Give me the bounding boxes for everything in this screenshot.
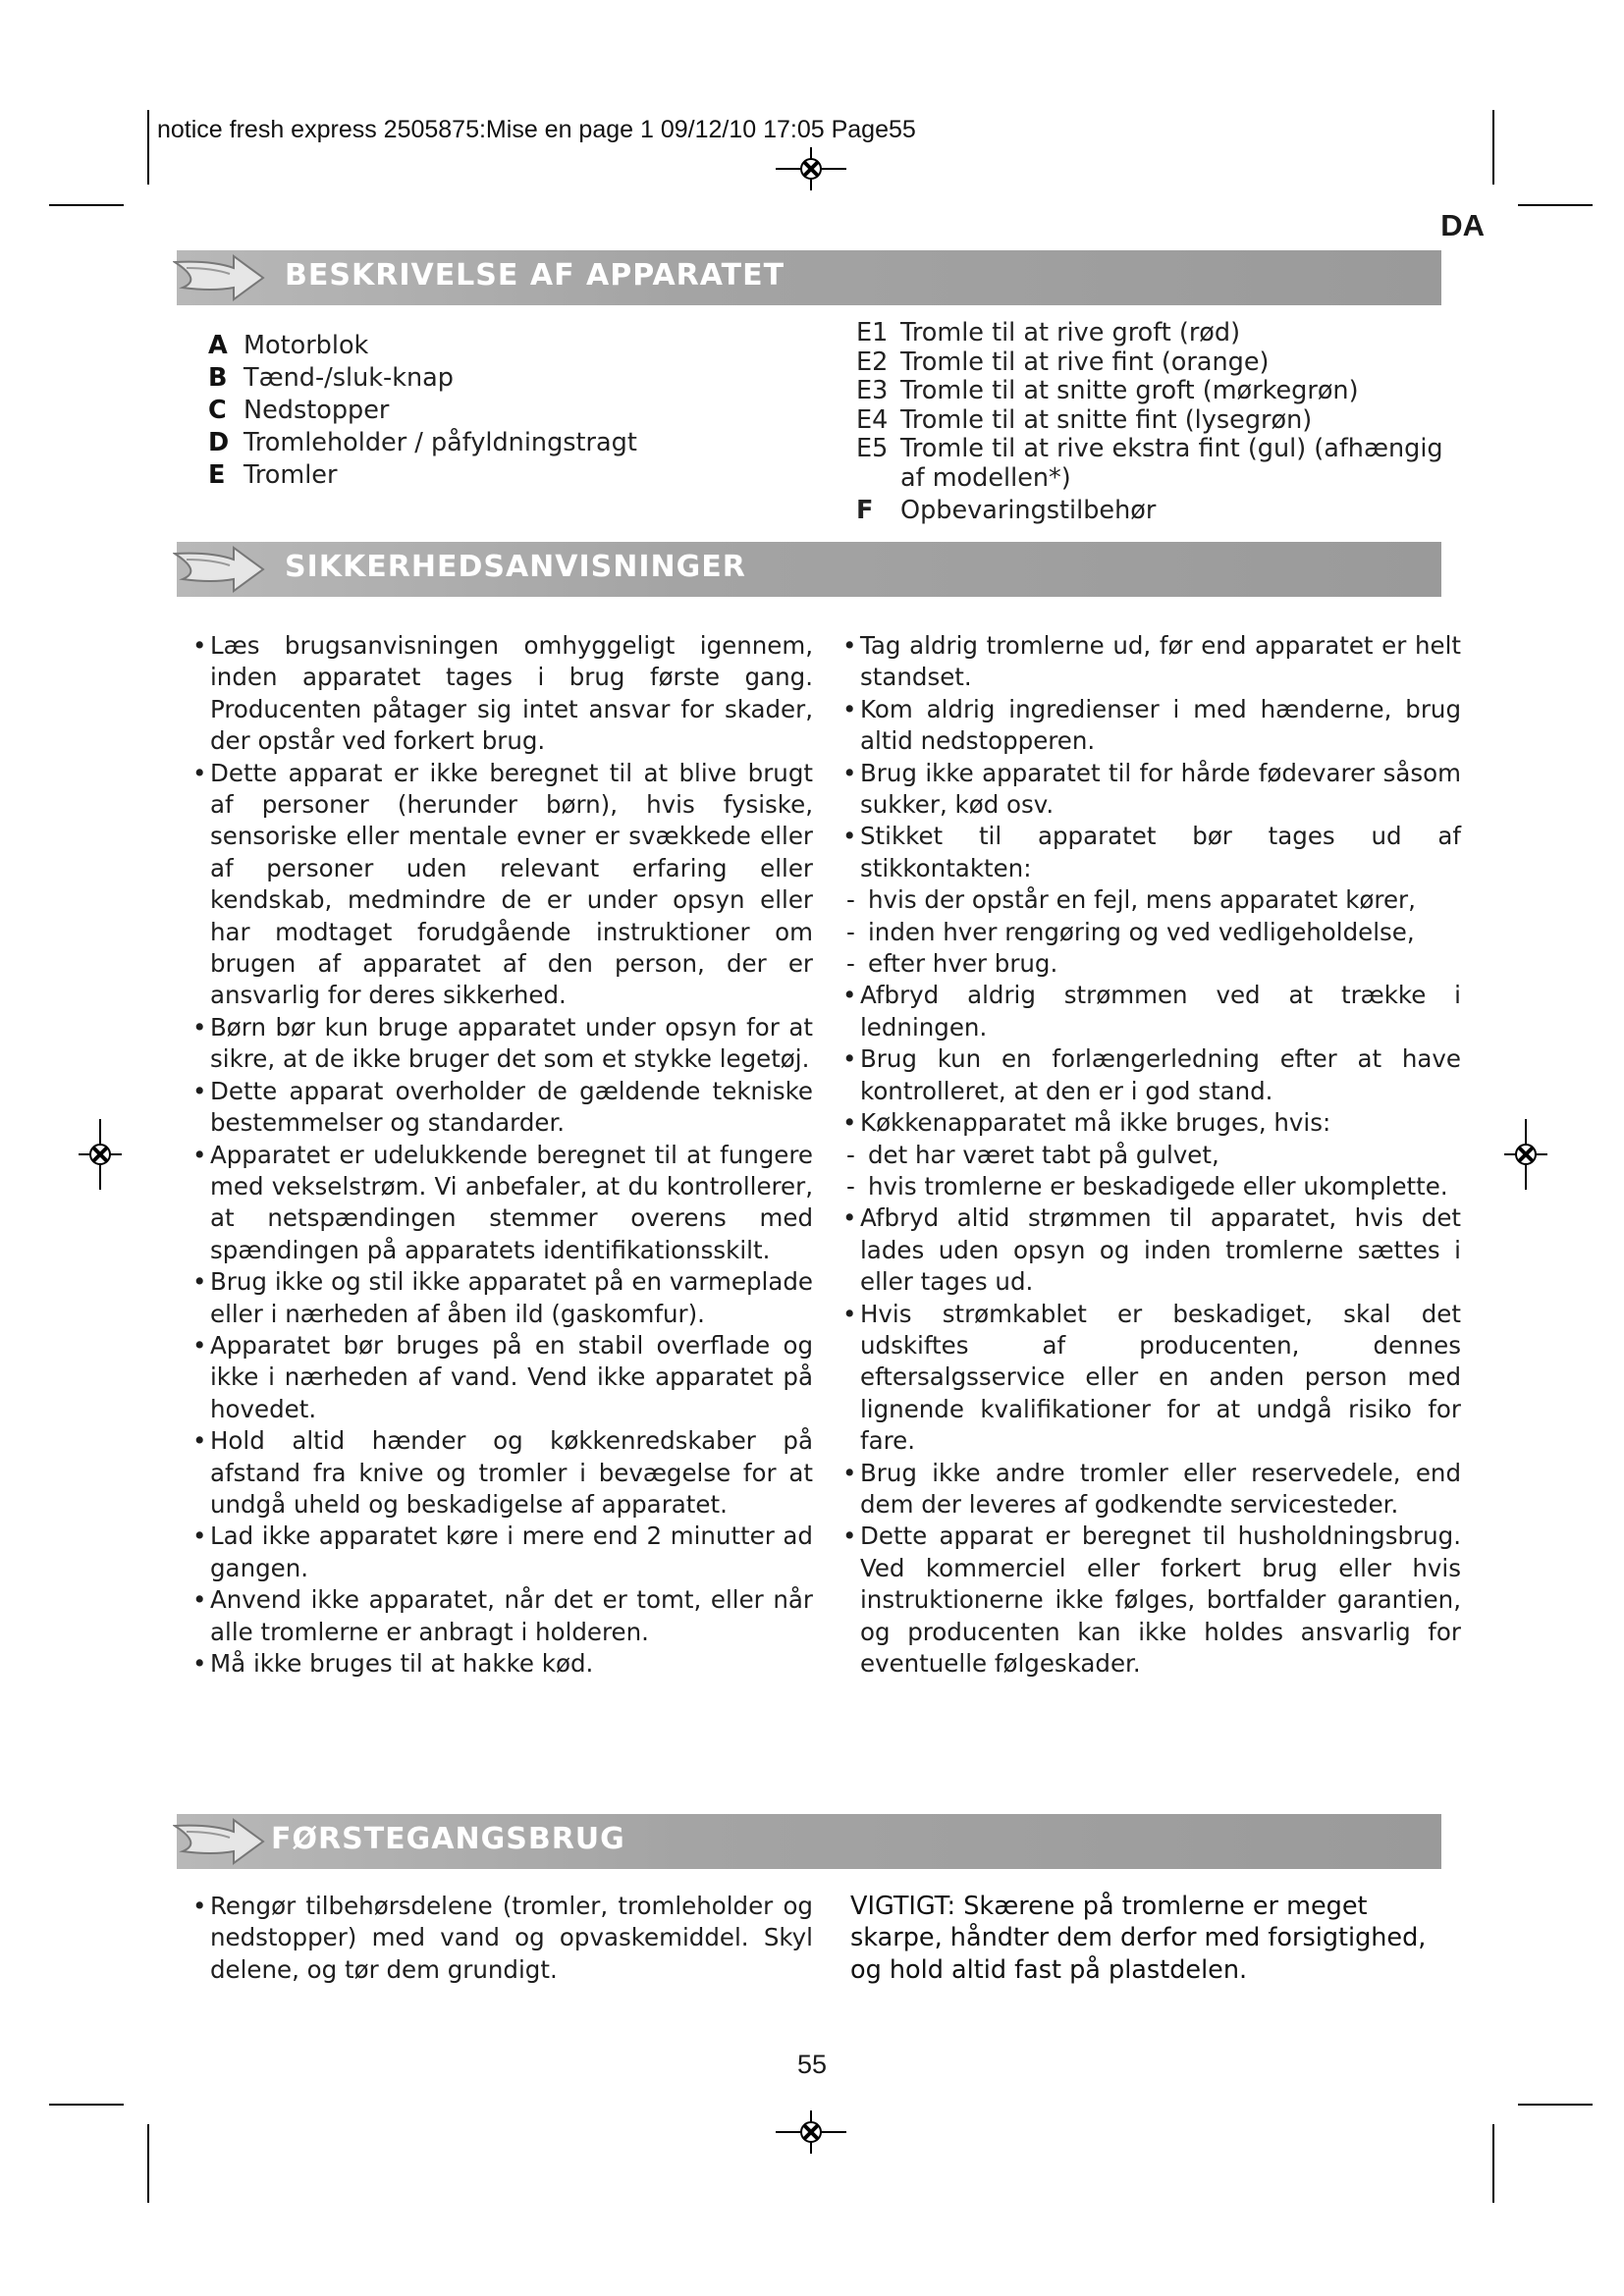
arrow-icon xyxy=(173,540,281,599)
crop-mark xyxy=(49,2104,124,2106)
parts-list-right xyxy=(856,319,1445,526)
list-item: • Lad ikke apparatet køre i mere end 2 minutter ad gangen. xyxy=(189,1521,813,1584)
list-item: • Brug ikke andre tromler eller reservedele, end dem der leveres af godkendte servicesteder. xyxy=(839,1458,1461,1522)
crop-mark xyxy=(1518,2104,1593,2106)
registration-mark-icon xyxy=(79,1119,122,1190)
sub-list-item: - hvis der opstår en fejl, mens apparatet kører, xyxy=(839,884,1461,916)
list-item: E Tromler xyxy=(208,460,338,490)
language-code: DA xyxy=(1440,208,1485,242)
list-item: E4 Tromle til at snitte fint (lysegrøn) xyxy=(856,404,1313,435)
list-item: A Motorblok xyxy=(208,331,369,360)
print-header: notice fresh express 2505875:Mise en page 1 09/12/10 17:05 Page55 xyxy=(157,116,916,143)
registration-mark-icon xyxy=(776,2110,846,2154)
list-item: • Hvis strømkablet er beskadiget, skal det udskiftes af producenten, dennes eftersalgsservice eller en anden person med lignende kvalifikationer for at undgå risiko for fare. xyxy=(839,1299,1461,1458)
crop-mark xyxy=(147,2124,149,2203)
first-use-column-left xyxy=(189,1891,813,1986)
section-banner-safety xyxy=(177,542,1441,597)
list-item: E5 Tromle til at rive ekstra fint (gul) (afhængig af modellen*) xyxy=(856,434,1443,493)
sub-list-item: - efter hver brug. xyxy=(839,948,1461,980)
list-item: • Afbryd aldrig strømmen ved at trække i ledningen. xyxy=(839,980,1461,1043)
safety-column-left xyxy=(189,630,813,1680)
list-item: C Nedstopper xyxy=(208,396,390,425)
sub-list-item: - inden hver rengøring og ved vedligeholdelse, xyxy=(839,917,1461,948)
list-item: • Apparatet bør bruges på en stabil overflade og ikke i nærheden af vand. Vend ikke apparatet på hovedet. xyxy=(189,1330,813,1425)
list-item: • Dette apparat overholder de gældende tekniske bestemmelser og standarder. xyxy=(189,1076,813,1140)
list-item: E2 Tromle til at rive fint (orange) xyxy=(856,347,1270,377)
crop-mark xyxy=(1492,110,1494,185)
important-note: VIGTIGT: Skærene på tromlerne er meget skarpe, håndter dem derfor med forsigtighed, og hold altid fast på plastdelen. xyxy=(850,1892,1427,1985)
registration-mark-icon xyxy=(776,147,846,190)
list-item: • Rengør tilbehørsdelene (tromler, tromleholder og nedstopper) med vand og opvaskemiddel. Skyl delene, og tør dem grundigt. xyxy=(189,1891,813,1986)
list-item: • Afbryd altid strømmen til apparatet, hvis det lades uden opsyn og inden tromlerne sættes i eller tages ud. xyxy=(839,1202,1461,1298)
list-item: E3 Tromle til at snitte groft (mørkegrøn) xyxy=(856,376,1359,405)
list-item: • Apparatet er udelukkende beregnet til at fungere med vekselstrøm. Vi anbefaler, at du kontrollerer, at netspændingen stemmer overens med spændingen på apparatets identifikationsskilt. xyxy=(189,1140,813,1267)
page-number: 55 xyxy=(796,2050,828,2079)
arrow-icon xyxy=(173,248,281,307)
safety-column-right xyxy=(839,630,1461,1680)
section-title: BESKRIVELSE AF APPARATET xyxy=(285,258,785,293)
list-item: • Læs brugsanvisningen omhyggeligt igennem, inden apparatet tages i brug første gang. Producenten påtager sig intet ansvar for skader, der opstår ved forkert brug. xyxy=(189,630,813,758)
list-item: E1 Tromle til at rive groft (rød) xyxy=(856,318,1241,347)
list-item: • Tag aldrig tromlerne ud, før end apparatet er helt standset. xyxy=(839,630,1461,694)
arrow-icon xyxy=(173,1812,281,1871)
parts-list-left xyxy=(208,330,758,492)
section-title: SIKKERHEDSANVISNINGER xyxy=(285,550,746,584)
list-item: • Brug kun en forlængerledning efter at have kontrolleret, at den er i god stand. xyxy=(839,1043,1461,1107)
sub-list-item: - det har været tabt på gulvet, xyxy=(839,1140,1461,1171)
list-item: • Kom aldrig ingredienser i med hænderne, brug altid nedstopperen. xyxy=(839,694,1461,758)
sub-list-item: - hvis tromlerne er beskadigede eller ukomplette. xyxy=(839,1171,1461,1202)
crop-mark xyxy=(49,204,124,206)
registration-mark-icon xyxy=(1504,1119,1547,1190)
list-item: • Brug ikke og stil ikke apparatet på en varmeplade eller i nærheden af åben ild (gaskomfur). xyxy=(189,1266,813,1330)
list-item: B Tænd-/sluk-knap xyxy=(208,363,454,393)
list-item: • Må ikke bruges til at hakke kød. xyxy=(189,1648,813,1680)
list-item: • Hold altid hænder og køkkenredskaber på afstand fra knive og tromler i bevægelse for at undgå uheld og beskadigelse af apparatet. xyxy=(189,1425,813,1521)
list-item: • Dette apparat er ikke beregnet til at blive brugt af personer (herunder børn), hvis fysiske, sensoriske eller mentale evner er svækkede eller af personer uden relevant erfaring eller kendskab, medmindre de er under opsyn eller har modtaget forudgående instruktioner om brugen af apparatet af den person, der er ansvarlig for deres sikkerhed. xyxy=(189,758,813,1012)
list-item: F Opbevaringstilbehør xyxy=(856,496,1157,525)
crop-mark xyxy=(147,110,149,185)
list-item: • Brug ikke apparatet til for hårde fødevarer såsom sukker, kød osv. xyxy=(839,758,1461,822)
list-item: • Dette apparat er beregnet til husholdningsbrug. Ved kommerciel eller forkert brug eller hvis instruktionerne ikke følges, bortfalder garantien, og producenten kan ikke holdes ansvarlig for eventuelle følgeskader. xyxy=(839,1521,1461,1680)
crop-mark xyxy=(1492,2124,1494,2203)
list-item: • Køkkenapparatet må ikke bruges, hvis: xyxy=(839,1107,1461,1139)
list-item: • Børn bør kun bruge apparatet under opsyn for at sikre, at de ikke bruger det som et stykke legetøj. xyxy=(189,1012,813,1076)
section-title: FØRSTEGANGSBRUG xyxy=(271,1822,625,1856)
list-item: • Anvend ikke apparatet, når det er tomt, eller når alle tromlerne er anbragt i holderen. xyxy=(189,1584,813,1648)
section-banner-description xyxy=(177,250,1441,305)
section-banner-first-use xyxy=(177,1814,1441,1869)
list-item: • Stikket til apparatet bør tages ud af stikkontakten: xyxy=(839,821,1461,884)
crop-mark xyxy=(1518,204,1593,206)
list-item: D Tromleholder / påfyldningstragt xyxy=(208,428,637,457)
